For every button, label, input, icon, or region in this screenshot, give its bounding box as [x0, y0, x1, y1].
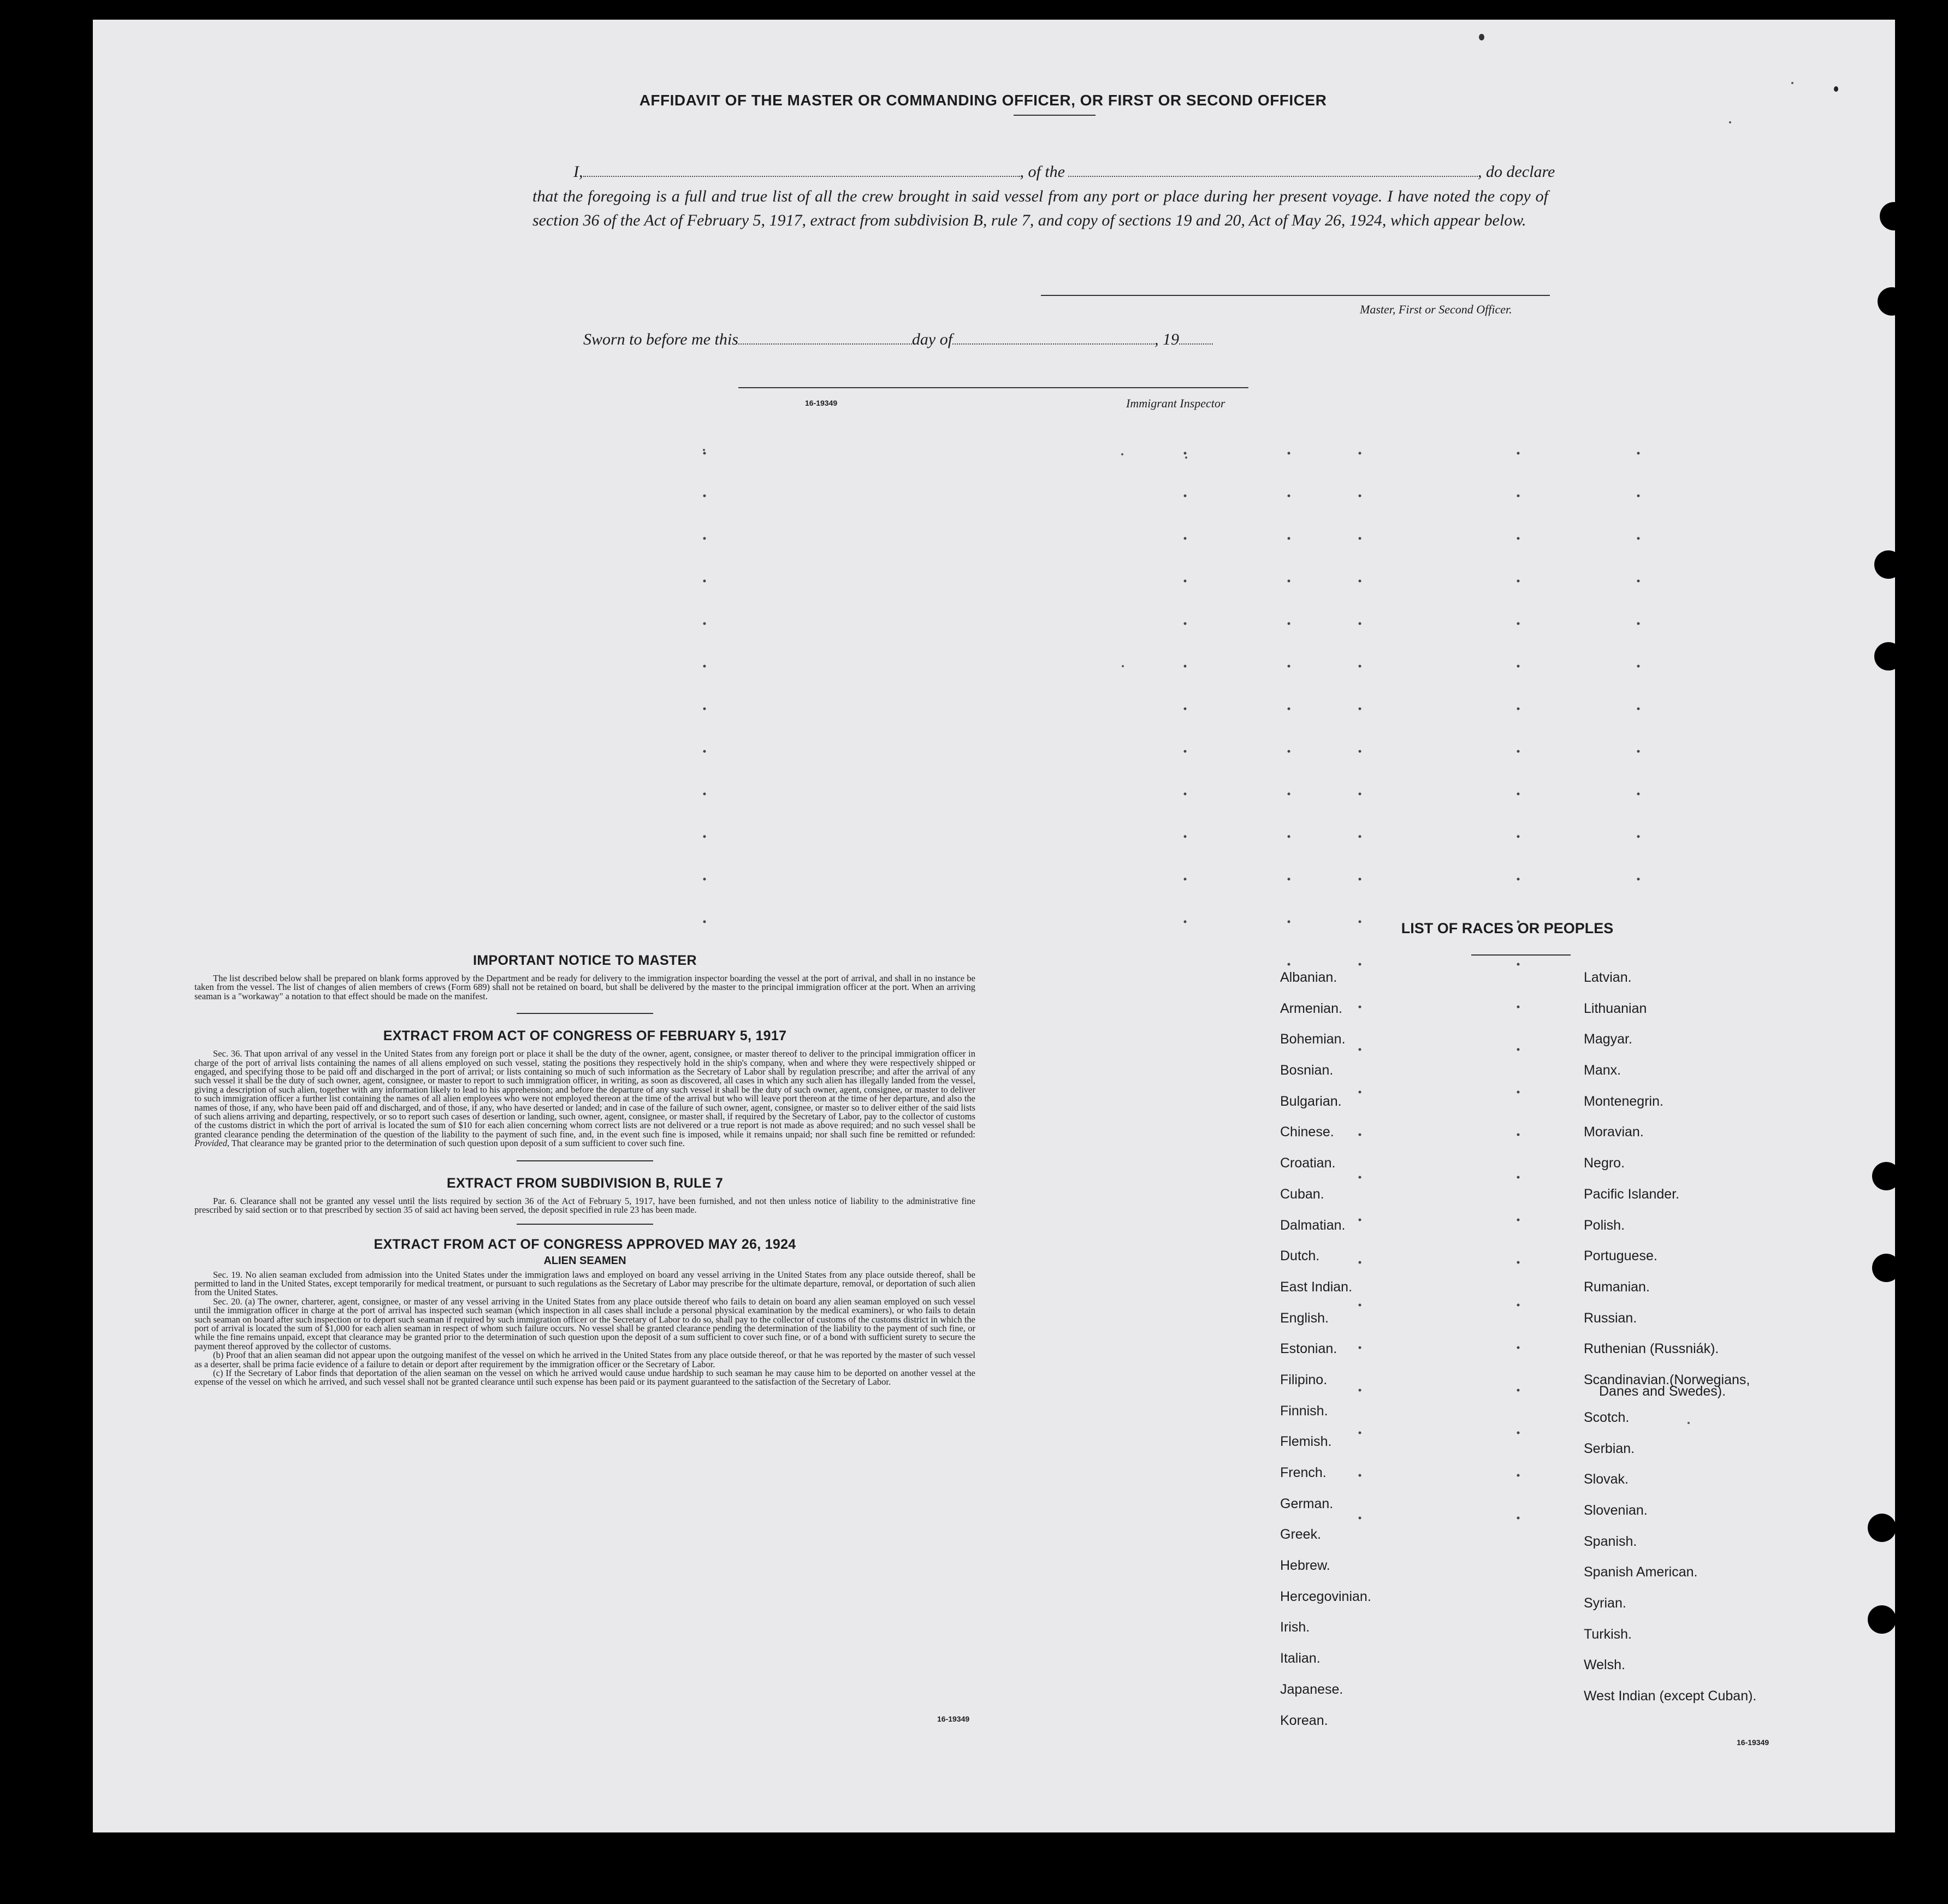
rule-7-text: Par. 6. Clearance shall not be granted any vessel until the lists required by section 36 of the Act of February 5, 1917, have been furnished, and not then unless notice of liability to the administrative fine prescribed by said section or to that prescribed by section 35 of said act having been served, the deposit specified in rule 23 has been made.	[194, 1195, 975, 1215]
vessel-prefix: , of the	[1020, 163, 1065, 181]
rule-column-6	[1288, 452, 1290, 966]
punch-hole-icon	[1874, 642, 1903, 671]
races-right-column	[1584, 970, 1756, 1719]
sec-20a-text: Sec. 20. (a) The owner, charterer, agent, consignee, or master of any vessel arriving in the United States from any place outside thereof who fails to detain on board any alien seaman employed on such vessel until the immigration officer in charge at the port of arrival has inspected such seaman (which inspection in all cases shall include a personal physical examination by the medical examiners), or who fails to detain such seaman on board after such inspection or to deport such seaman if required by such immigration officer or the Secretary of Labor to do so, shall pay to the collector of customs of the customs district in which the port of arrival is located the sum of $1,000 for each alien seaman in respect of whom such failure occurs. No vessel shall be granted clearance pending the determination of the liability to the payment of such fine, or while the fine remains unpaid, except that clearance may be granted prior to the determination of such question upon the deposit of a sum sufficient to cover such fine, or of a bond with sufficient surety to secure the payment thereof approved by the collector of customs.	[194, 1296, 975, 1351]
race-list-item: English.	[1280, 1310, 1329, 1326]
race-list-item: Russian.	[1584, 1310, 1637, 1326]
race-list-item: Spanish American.	[1584, 1564, 1698, 1580]
race-list-item: Rumanian.	[1584, 1279, 1650, 1295]
sec-19-text: Sec. 19. No alien seaman excluded from admission into the United States under the immigration laws and employed on board any vessel arriving in the United States from any place outside thereof, shall be permitted to land in the United States, except temporarily for medical treatment, or pursuant to such regulations as the Secretary of Labor may prescribe for the ultimate departure, removal, or deportation of such alien from the United States.	[194, 1269, 975, 1298]
race-list-item: Greek.	[1280, 1527, 1322, 1543]
act-1917-provided: Provided,	[194, 1138, 229, 1149]
sworn-year-field[interactable]	[1179, 331, 1213, 345]
race-list-item: Slovak.	[1584, 1472, 1629, 1487]
declarant-name-field[interactable]	[583, 164, 1020, 177]
affidavit-statement: that the foregoing is a full and true list of all the crew brought in said vessel from any port or place during her present voyage. I have noted the copy of section 36 of the Act of February 5, 1917, extract from subdivision B, rule 7, and copy of sections 19 and 20, Act of May 26, 1924, which appear below.	[532, 187, 1548, 229]
notice-text: The list described below shall be prepared on blank forms approved by the Department and be ready for delivery to the immigration inspector boarding the vessel at the port of arrival, and shall in no instance be taken from the vessel. The list of changes of alien members of crews (Form 689) shall not be retained on board, but shall be delivered by the master to the principal immigration officer at the port. When an arriving seaman is a "workaway" a notation to that effect should be made on the manifest.	[194, 973, 975, 1001]
race-list-item: Chinese.	[1280, 1124, 1334, 1140]
race-list-item: Portuguese.	[1584, 1248, 1657, 1264]
declaration-line	[573, 163, 1555, 181]
act-1917-tail: That clearance may be granted prior to the determination of such question upon deposit of a sum sufficient to cover such fine.	[231, 1138, 685, 1149]
punch-hole-icon	[1872, 1162, 1900, 1190]
sworn-year-label: , 19	[1154, 330, 1180, 348]
race-list-item: Magyar.	[1584, 1031, 1632, 1047]
sec-20b-text: (b) Proof that an alien seaman did not appear upon the outgoing manifest of the vessel on which he arrived in the United States from any place outside thereof, or that he was reported by the master of such vessel as a deserter, shall be prima facie evidence of a failure to detain or deport after requirement by the immigration officer or the Secretary of Labor.	[194, 1350, 975, 1369]
race-list-item: Albanian.	[1280, 970, 1337, 985]
officer-signature-field[interactable]	[1041, 290, 1550, 296]
race-list-item: German.	[1280, 1496, 1334, 1511]
race-list-item: Moravian.	[1584, 1124, 1644, 1140]
act-1917-body: Sec. 36. That upon arrival of any vessel in the United States from any foreign port or place it shall be the duty of the owner, agent, consignee, or master thereof to deliver to the principal immigration officer in charge of the port of arrival lists containing the names of all aliens employed on such vessel, stating the positions they respectively hold in the ship's company, when and where they were respectively shipped or engaged, and specifying those to be paid off and discharged in the port of arrival; or lists containing so much of such information as the Secretary of Labor shall by regulation prescribe; and after the arrival of any such vessel it shall be the duty of such owner, agent, consignee, or master to report to such immigration officer, in writing, as soon as discovered, all cases in which any such alien has illegally landed from the vessel, giving a description of such alien, together with any information likely to lead to his apprehension; and before the departure of any such vessel it shall be the duty of such owner, agent, consignee, or master to deliver to such immigration officer a further list containing the names of all alien employees who were not employed thereon at the time of the arrival but who will leave port thereon at the time of her departure, and also the names of those, if any, who have been paid off and discharged, and of those, if any, who have deserted or landed; and in case of the failure of such owner, agent, consignee, or master so to deliver either of the said lists of such aliens arriving and departing, respectively, or so to report such cases of desertion or landing, such owner, agent, consignee, or master shall, if required by the Secretary of Labor, pay to the collector of customs of the customs district in which the port of arrival is located the sum of $10 for each alien concerning whom correct lists are not delivered or a true report is not made as above required; and no such vessel shall be granted clearance pending the determination of the question of the liability to the payment of such fine, and, in the event such fine is imposed, while it remains unpaid; nor shall such fine be remitted or refunded:	[194, 1048, 975, 1140]
race-list-item: Syrian.	[1584, 1595, 1626, 1611]
race-list-item: Polish.	[1584, 1217, 1625, 1233]
race-list-item: Bosnian.	[1280, 1063, 1334, 1078]
race-list-item: Finnish.	[1280, 1403, 1328, 1419]
punch-hole-icon	[1872, 1254, 1900, 1282]
race-list-item-continuation: Danes and Swedes).	[1599, 1383, 1726, 1399]
section-divider	[517, 1013, 653, 1014]
race-list-item: Spanish.	[1584, 1533, 1637, 1549]
act-1917-text	[194, 1049, 975, 1148]
sworn-day-label: day of	[911, 330, 953, 348]
race-list-item: Flemish.	[1280, 1434, 1332, 1450]
act-1917-title: EXTRACT FROM ACT OF CONGRESS OF FEBRUARY 5, 1917	[383, 1028, 787, 1044]
race-list-item: Montenegrin.	[1584, 1093, 1663, 1109]
punch-hole-icon	[1874, 550, 1903, 579]
race-list-item: Slovenian.	[1584, 1503, 1648, 1518]
punch-hole-icon	[1868, 1514, 1896, 1542]
race-list-item: Cuban.	[1280, 1186, 1324, 1202]
race-list-item: Estonian.	[1280, 1341, 1337, 1357]
race-list-item: Bohemian.	[1280, 1031, 1346, 1047]
race-list-item: Italian.	[1280, 1651, 1321, 1666]
rule-column-5	[1637, 452, 1640, 881]
race-list-item: Lithuanian	[1584, 1000, 1647, 1016]
race-list-item: Scandinavian.(Norwegians,	[1584, 1372, 1750, 1387]
race-list-item: Armenian.	[1280, 1000, 1342, 1016]
race-list-item: Bulgarian.	[1280, 1093, 1342, 1109]
punch-hole-icon	[1878, 287, 1906, 316]
races-title: LIST OF RACES OR PEOPLES	[1401, 920, 1614, 936]
declare-suffix: , do declare	[1478, 163, 1555, 181]
rule-column-4	[1517, 452, 1520, 1520]
inspector-signature-field[interactable]	[738, 387, 1248, 388]
race-list-item: Hebrew.	[1280, 1558, 1330, 1574]
notice-title: IMPORTANT NOTICE TO MASTER	[473, 953, 697, 968]
race-list-item: Dalmatian.	[1280, 1217, 1346, 1233]
officer-signature-label: Master, First or Second Officer.	[1360, 302, 1512, 316]
inspector-signature-label: Immigrant Inspector	[1126, 396, 1225, 410]
race-list-item: Manx.	[1584, 1063, 1621, 1078]
affidavit-form-number: 16-19349	[805, 399, 838, 407]
race-list-item: French.	[1280, 1465, 1327, 1480]
race-list-item: Negro.	[1584, 1155, 1625, 1171]
punch-hole-icon	[1868, 1605, 1896, 1634]
race-list-item: Welsh.	[1584, 1657, 1625, 1673]
sworn-prefix: Sworn to before me this	[583, 330, 738, 348]
race-list-item: Hercegovinian.	[1280, 1588, 1371, 1604]
vessel-name-field[interactable]	[1068, 164, 1478, 177]
title-rule	[1014, 115, 1096, 116]
sworn-line	[583, 330, 1213, 349]
rule-column-1	[703, 452, 706, 923]
punch-hole-icon	[1880, 202, 1908, 230]
affidavit-title: AFFIDAVIT OF THE MASTER OR COMMANDING OFFICER, OR FIRST OR SECOND OFFICER	[639, 92, 1327, 109]
race-list-item: West Indian (except Cuban).	[1584, 1688, 1757, 1704]
section-divider	[517, 1224, 653, 1225]
race-list-item: Ruthenian (Russniák).	[1584, 1341, 1719, 1357]
races-left-column	[1280, 970, 1371, 1743]
act-1924-subtitle: ALIEN SEAMEN	[543, 1254, 626, 1267]
sworn-month-field[interactable]	[952, 331, 1154, 345]
legal-extracts	[194, 953, 975, 1387]
race-list-item: East Indian.	[1280, 1279, 1353, 1295]
races-title-rule	[1471, 954, 1571, 956]
race-list-item: Pacific Islander.	[1584, 1186, 1680, 1202]
race-list-item: Croatian.	[1280, 1155, 1336, 1171]
declarant-prefix: I,	[573, 163, 583, 181]
section-divider	[517, 1160, 653, 1161]
races-form-number: 16-19349	[1737, 1738, 1769, 1747]
race-list-item: Scotch.	[1584, 1409, 1630, 1425]
act-1924-title: EXTRACT FROM ACT OF CONGRESS APPROVED MAY 26, 1924	[374, 1236, 796, 1252]
race-list-item: Korean.	[1280, 1712, 1328, 1728]
legal-form-number: 16-19349	[937, 1715, 970, 1723]
race-list-item: Latvian.	[1584, 970, 1632, 985]
race-list-item: Dutch.	[1280, 1248, 1320, 1264]
race-list-item: Serbian.	[1584, 1440, 1635, 1456]
rule-column-2	[1184, 452, 1187, 923]
race-list-item: Irish.	[1280, 1620, 1310, 1635]
race-list-item: Japanese.	[1280, 1681, 1343, 1697]
rule-7-title: EXTRACT FROM SUBDIVISION B, RULE 7	[446, 1175, 724, 1191]
race-list-item: Turkish.	[1584, 1626, 1632, 1642]
sec-20c-text: (c) If the Secretary of Labor finds that deportation of the alien seaman on the vessel on which he arrived would cause undue hardship to such seaman he may cause him to be deported on another vessel at the expense of the vessel on which he arrived, and such vessel shall not be granted clearance until such expense has been paid or its payment guaranteed to the satisfaction of the Secretary of Labor.	[194, 1367, 975, 1387]
sworn-day-field[interactable]	[738, 331, 912, 345]
race-list-item: Filipino.	[1280, 1372, 1328, 1387]
